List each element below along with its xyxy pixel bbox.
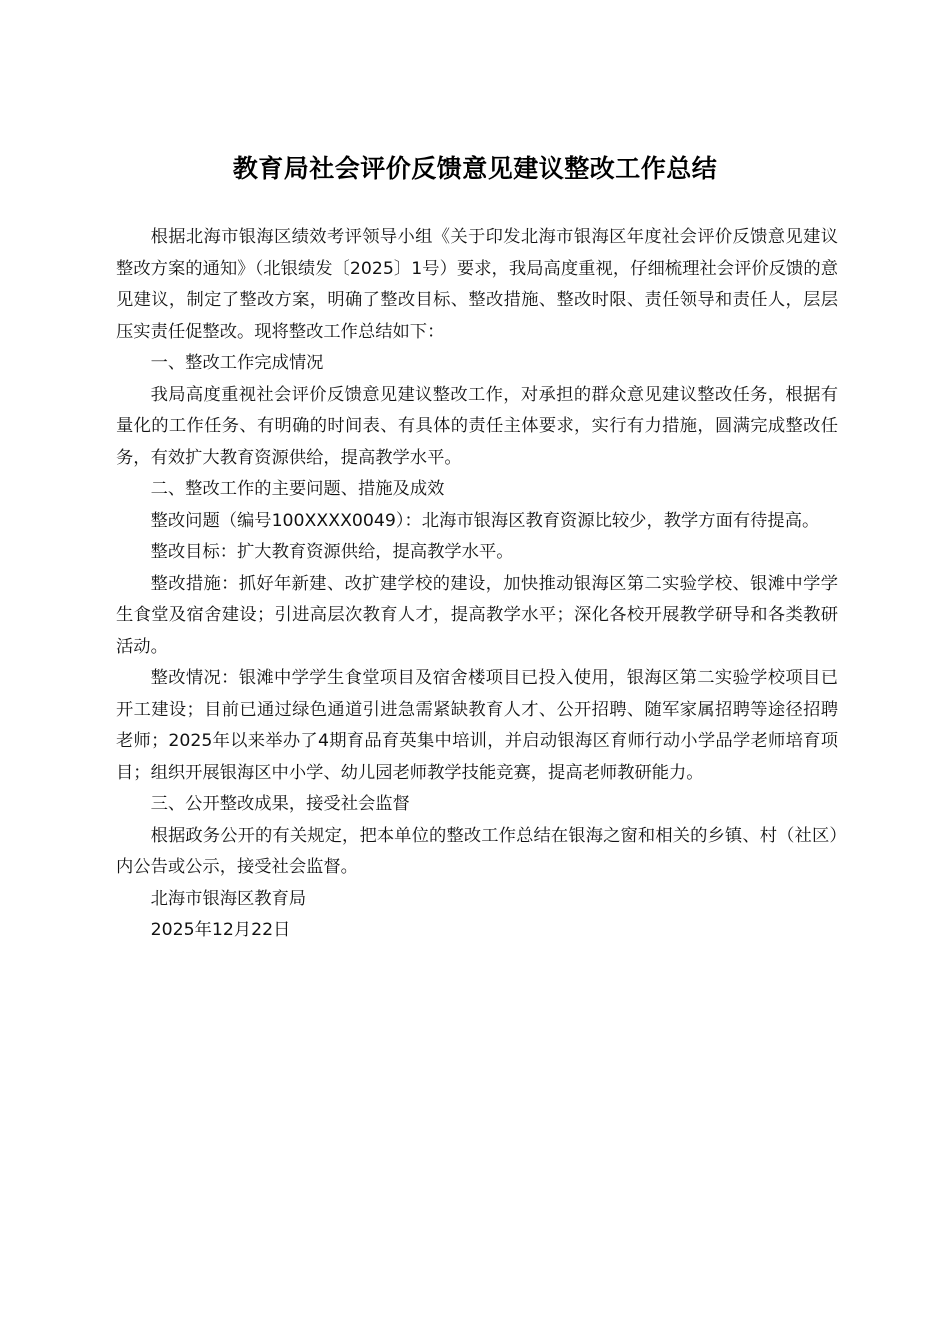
section-1-heading: 一、整改工作完成情况 [150,353,324,373]
intro-paragraph: 根据北海市银海区绩效考评领导小组《关于印发北海市银海区年度社会评价反馈意见建议整改方案的通知》（北银绩发〔2025〕1号）要求，我局高度重视，仔细梳理社会评价反馈的意见建议，制定了整改方案，明确了整改目标、整改措施、整改时限、责任领导和责任人，层层压实责任促整改。现将整改工作总结如下： [116,227,838,342]
document-title: 教育局社会评价反馈意见建议整改工作总结 [232,153,718,183]
section-1-paragraph: 我局高度重视社会评价反馈意见建议整改工作，对承担的群众意见建议整改任务，根据有量化的工作任务、有明确的时间表、有具体的责任主体要求，实行有力措施，圆满完成整改任务，有效扩大教育资源供给，提高教学水平。 [116,384,838,468]
section-3-heading: 三、公开整改成果，接受社会监督 [150,794,410,814]
rectification-status: 整改情况：银滩中学学生食堂项目及宿舍楼项目已投入使用，银海区第二实验学校项目已开工建设；目前已通过绿色通道引进急需紧缺教育人才、公开招聘、随军家属招聘等途径招聘老师；2025年以来举办了4期育品育英集中培训，并启动银海区育师行动小学品学老师培育项目；组织开展银海区中小学、幼儿园老师教学技能竞赛，提高老师教研能力。 [116,668,838,783]
signature-date: 2025年12月22日 [150,920,291,940]
signature-organization: 北海市银海区教育局 [150,888,307,909]
rectification-problem: 整改问题（编号100XXXX0049）：北海市银海区教育资源比较少，教学方面有待提高。 [150,510,820,531]
section-2-heading: 二、整改工作的主要问题、措施及成效 [150,479,445,499]
rectification-goal: 整改目标：扩大教育资源供给，提高教学水平。 [150,542,514,562]
document-body [116,222,838,947]
rectification-measures: 整改措施：抓好年新建、改扩建学校的建设，加快推动银海区第二实验学校、银滩中学学生食堂及宿舍建设；引进高层次教育人才，提高教学水平；深化各校开展教学研导和各类教研活动。 [116,573,838,657]
section-3-paragraph: 根据政务公开的有关规定，把本单位的整改工作总结在银海之窗和相关的乡镇、村（社区）内公告或公示，接受社会监督。 [116,825,838,877]
